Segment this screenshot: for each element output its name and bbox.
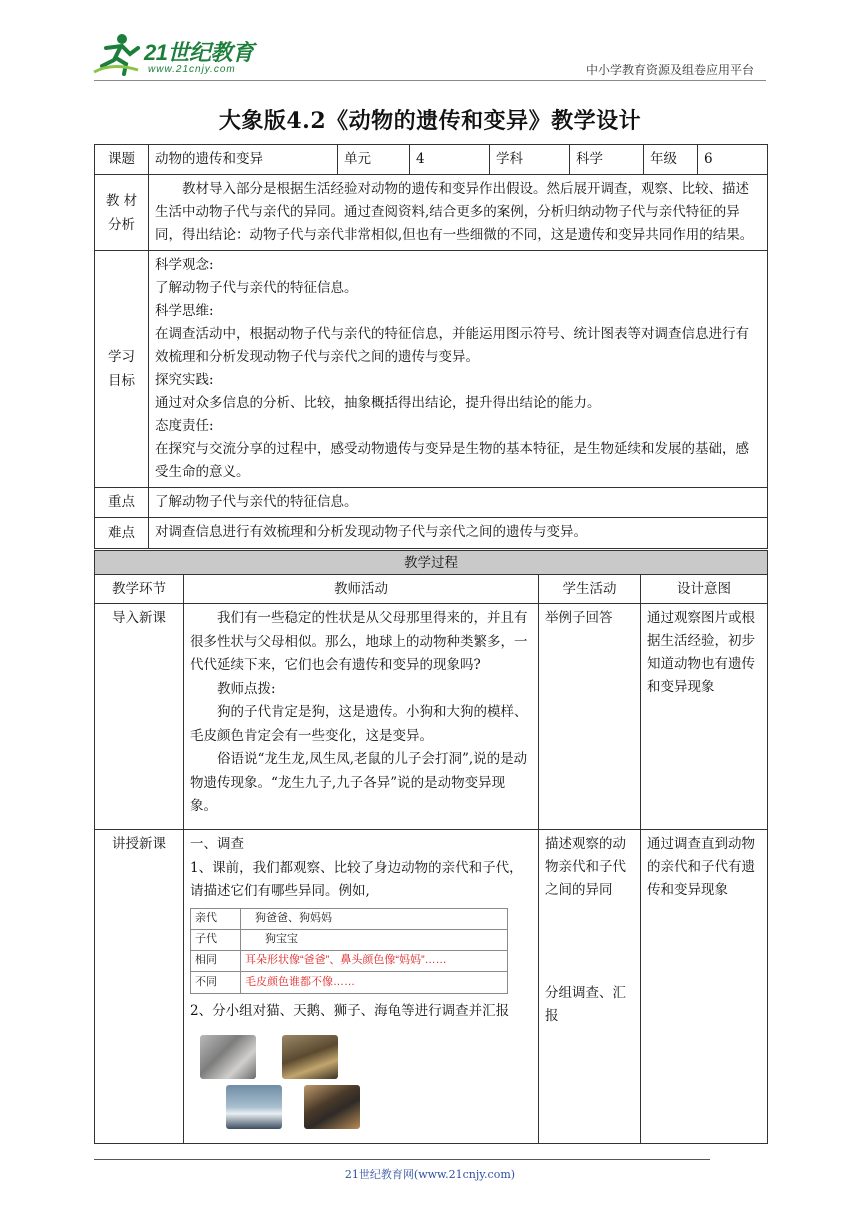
platform-name: 中小学教育资源及组卷应用平台: [585, 63, 754, 77]
site-logo: [92, 32, 262, 80]
teacher-paragraph: 狗的子代肯定是狗，这是遗传。小狗和大狗的模样、毛皮颜色肯定会有一些变化，这是变异。: [190, 704, 528, 744]
process-row-new: [95, 830, 768, 1144]
example-value: 狗宝宝: [265, 933, 298, 945]
key-label: 重点: [95, 488, 149, 518]
teacher-activity-intro: [184, 604, 539, 830]
survey-heading: 一、调查: [190, 836, 244, 852]
info-row-goals: [95, 251, 768, 488]
goals-list: [149, 251, 768, 488]
difficult-label: 难点: [95, 518, 149, 549]
goal-line: 科学思维:: [155, 303, 214, 319]
footer-text: 21世纪教育网(www.21cnjy.com): [344, 1168, 516, 1181]
col-header-student: 学生活动: [539, 575, 641, 604]
example-row: [191, 909, 507, 930]
goal-line: 在探究与交流分享的过程中，感受动物遗传与变异是生物的基本特征，是生物延续和发展的基础，感受生命的意义。: [155, 441, 749, 480]
example-table: [190, 908, 508, 994]
course-value: 动物的遗传和变异: [149, 145, 338, 175]
goal-line: 科学观念:: [155, 257, 214, 273]
grade-label: 年级: [644, 145, 698, 175]
analysis-label: 教 材 分析: [95, 175, 149, 251]
example-row: [191, 951, 507, 972]
runner-icon: [92, 32, 144, 76]
teacher-paragraph: 我们有一些稳定的性状是从父母那里得来的，并且有很多性状与父母相似。那么，地球上的动物种类繁多，一代代延续下来，它们也会有遗传和变异的现象吗?: [190, 610, 528, 673]
difficult-text: 对调查信息进行有效梳理和分析发现动物子代与亲代之间的遗传与变异。: [149, 518, 768, 549]
student-activity-intro: 举例子回答: [539, 604, 641, 830]
example-value: 狗爸爸、狗妈妈: [255, 912, 332, 924]
stage-intro: 导入新课: [95, 604, 184, 830]
teacher-paragraph: 教师点拨:: [217, 680, 276, 697]
design-intent-new: 通过调查直到动物的亲代和子代有遗传和变异现象: [641, 830, 768, 1144]
process-columns-row: [95, 575, 768, 604]
swan-photo: [226, 1085, 282, 1129]
goal-line: 探究实践:: [155, 372, 214, 388]
unit-label: 单元: [338, 145, 410, 175]
student-activity-new: [539, 830, 641, 1144]
goal-line: 通过对众多信息的分析、比较，抽象概括得出结论，提升得出结论的能力。: [155, 395, 601, 411]
header-divider: [94, 80, 766, 81]
page-title: 大象版4.2《动物的遗传和变异》教学设计: [218, 108, 642, 134]
logo-text: 21世纪教育: [144, 40, 254, 65]
stage-new: 讲授新课: [95, 830, 184, 1144]
teacher-activity-new: [184, 830, 539, 1144]
teacher-step-2: 2、分小组对猫、天鹅、狮子、海龟等进行调查并汇报: [190, 1002, 510, 1019]
example-row: [191, 972, 507, 993]
process-title-row: [95, 551, 768, 575]
footer-divider: [94, 1159, 710, 1160]
example-row: [191, 930, 507, 951]
teacher-step-1: 1、课前，我们都观察、比较了身边动物的亲代和子代，请描述它们有哪些异同。例如,: [190, 859, 523, 899]
turtle-photo: [304, 1085, 360, 1129]
info-row-key: [95, 488, 768, 518]
teacher-paragraph: 俗语说“龙生龙,凤生凤,老鼠的儿子会打洞”,说的是动物遗传现象。“龙生九子,九子各异”说的是动物变异现象。: [190, 751, 528, 814]
process-row-intro: [95, 604, 768, 830]
info-row-analysis: [95, 175, 768, 251]
subject-label: 学科: [490, 145, 570, 175]
process-table: [94, 550, 768, 1144]
goal-line: 态度责任:: [155, 418, 214, 434]
info-row-basic: [95, 145, 768, 175]
example-key: 相同: [191, 951, 241, 971]
goal-line: 在调查活动中，根据动物子代与亲代的特征信息，并能运用图示符号、统计图表等对调查信息进行有效梳理和分析发现动物子代与亲代之间的遗传与变异。: [155, 326, 749, 365]
analysis-text: 教材导入部分是根据生活经验对动物的遗传和变异作出假设。然后展开调查，观察、比较、描述生活中动物子代与亲代的异同。通过查阅资料,结合更多的案例，分析归纳动物子代与亲代特征的异同，得出结论：动物子代与亲代非常相似,但也有一些细微的不同，这是遗传和变异共同作用的结果。: [149, 175, 768, 251]
key-text: 了解动物子代与亲代的特征信息。: [149, 488, 768, 518]
course-label: 课题: [95, 145, 149, 175]
example-key: 亲代: [191, 909, 241, 929]
animal-photos: [190, 1029, 510, 1129]
example-key: 子代: [191, 930, 241, 950]
col-header-intent: 设计意图: [641, 575, 768, 604]
col-header-stage: 教学环节: [95, 575, 184, 604]
example-key: 不同: [191, 972, 241, 993]
logo-url: www.21cnjy.com: [148, 64, 236, 75]
cat-photo: [200, 1035, 256, 1079]
unit-value: 4: [410, 145, 490, 175]
goals-label: 学习 目标: [95, 251, 149, 488]
design-intent-intro: 通过观察图片或根据生活经验，初步知道动物也有遗传和变异现象: [641, 604, 768, 830]
lion-photo: [282, 1035, 338, 1079]
info-table: [94, 144, 768, 549]
col-header-teacher: 教师活动: [184, 575, 539, 604]
student-activity-2: 分组调查、汇报: [545, 985, 626, 1024]
example-value: 耳朵形状像“爸爸”、鼻头颜色像“妈妈”……: [245, 954, 447, 966]
subject-value: 科学: [570, 145, 644, 175]
example-value: 毛皮颜色谁都不像……: [245, 975, 355, 988]
grade-value: 6: [698, 145, 768, 175]
goal-line: 了解动物子代与亲代的特征信息。: [155, 280, 358, 296]
info-row-difficult: [95, 518, 768, 549]
student-activity-1: 描述观察的动物亲代和子代之间的异同: [545, 836, 626, 898]
process-title: 教学过程: [95, 551, 768, 575]
